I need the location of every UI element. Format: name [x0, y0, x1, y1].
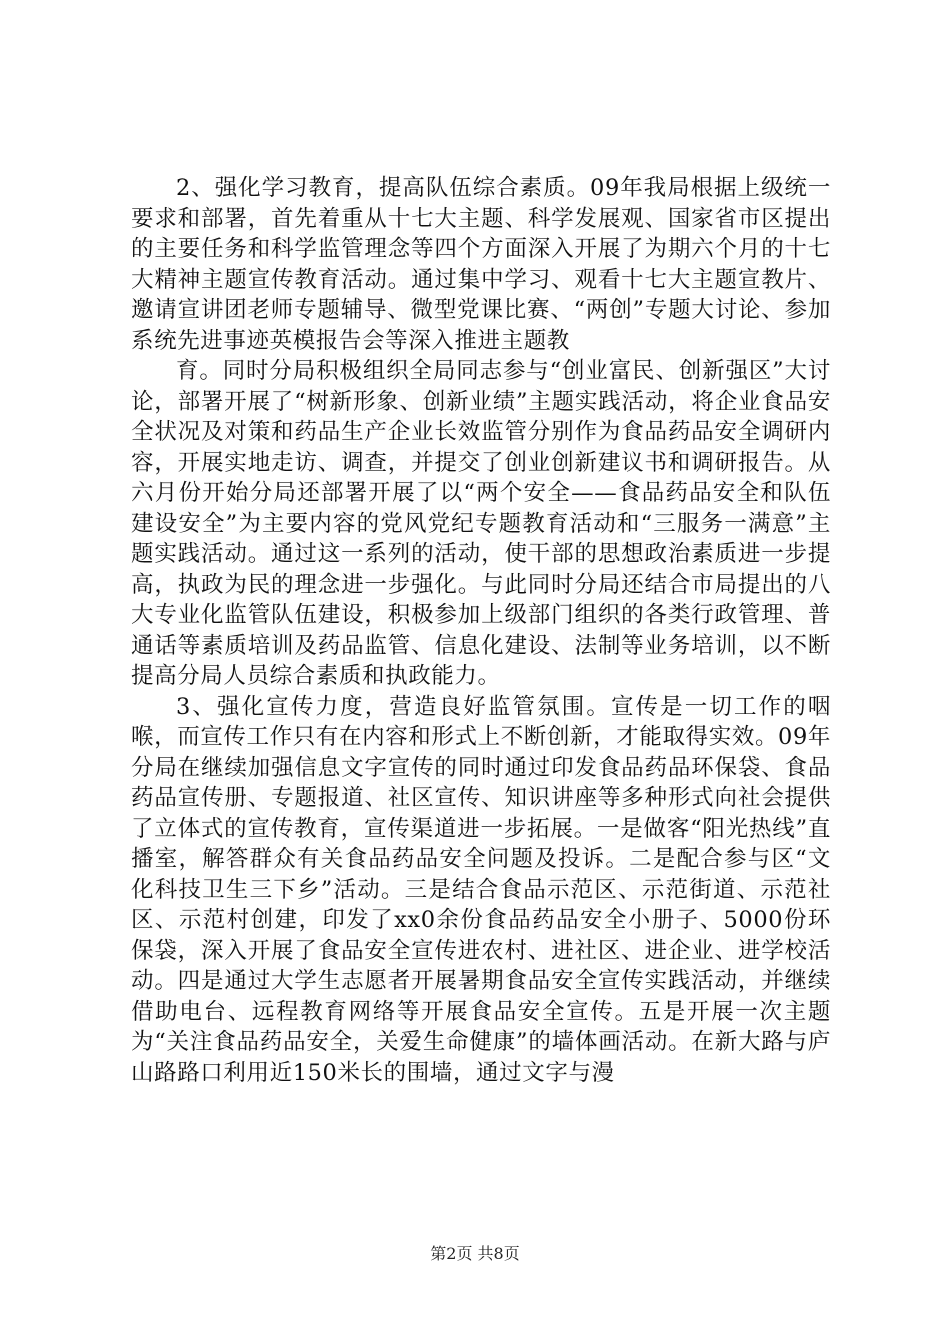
page-number-footer: 第2页 共8页 [430, 1244, 520, 1263]
body-text [131, 173, 831, 1088]
paragraph-publicity: 3、强化宣传力度，营造良好监管氛围。宣传是一切工作的咽喉，而宣传工作只有在内容和形式上不断创新，才能取得实效。09年分局在继续加强信息文字宣传的同时通过印发食品药品环保袋、食品药品宣传册、专题报道、社区宣传、知识讲座等多种形式向社会提供了立体式的宣传教育，宣传渠道进一步拓展。一是做客“阳光热线”直播室，解答群众有关食品药品安全问题及投诉。二是配合参与区“文化科技卫生三下乡”活动。三是结合食品示范区、示范街道、示范社区、示范村创建，印发了xx0余份食品药品安全小册子、5000份环保袋，深入开展了食品安全宣传进农村、进社区、进企业、进学校活动。四是通过大学生志愿者开展暑期食品安全宣传实践活动，并继续借助电台、远程教育网络等开展食品安全宣传。五是开展一次主题为“关注食品药品安全，关爱生命健康”的墙体画活动。在新大路与庐山路路口利用近150米长的围墙，通过文字与漫 [131, 693, 831, 1086]
paragraph-study-education-continued: 育。同时分局积极组织全局同志参与“创业富民、创新强区”大讨论，部署开展了“树新形象、创新业绩”主题实践活动，将企业食品安全状况及对策和药品生产企业长效监管分别作为食品药品安全调研内容，开展实地走访、调查，并提交了创业创新建议书和调研报告。从六月份开始分局还部署开展了以“两个安全——食品药品安全和队伍建设安全”为主要内容的党风党纪专题教育活动和“三服务一满意”主题实践活动。通过这一系列的活动，使干部的思想政治素质进一步提高，执政为民的理念进一步强化。与此同时分局还结合市局提出的八大专业化监管队伍建设，积极参加上级部门组织的各类行政管理、普通话等素质培训及药品监管、信息化建设、法制等业务培训，以不断提高分局人员综合素质和执政能力。 [131, 358, 831, 689]
paragraph-study-education: 2、强化学习教育，提高队伍综合素质。09年我局根据上级统一要求和部署，首先着重从十七大主题、科学发展观、国家省市区提出的主要任务和科学监管理念等四个方面深入开展了为期六个月的十七大精神主题宣传教育活动。通过集中学习、观看十七大主题宣教片、邀请宣讲团老师专题辅导、微型党课比赛、“两创”专题大讨论、参加系统先进事迹英模报告会等深入推进主题教 [131, 175, 831, 354]
